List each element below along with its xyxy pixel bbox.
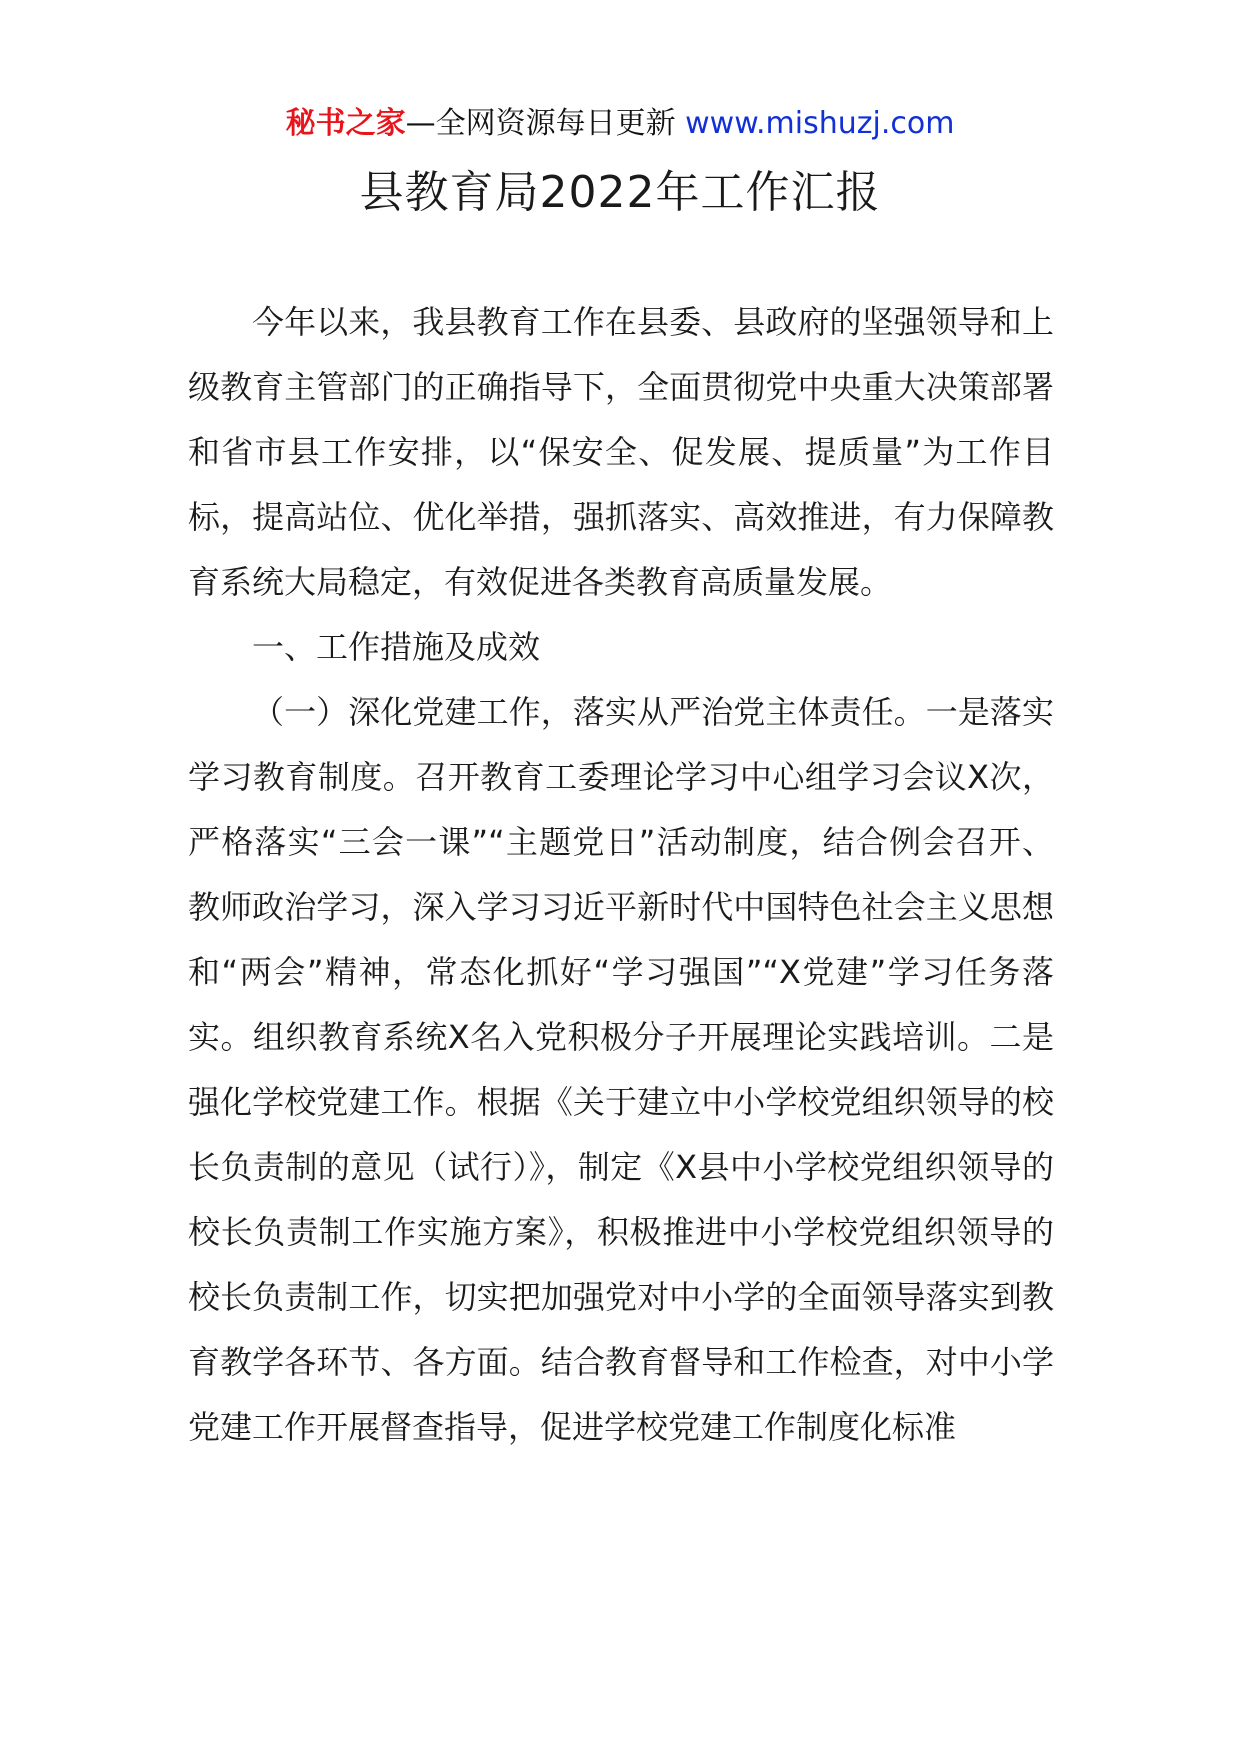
brand-name: 秘书之家 bbox=[285, 106, 406, 141]
site-banner bbox=[0, 104, 1240, 144]
intro-paragraph: 今年以来，我县教育工作在县委、县政府的坚强领导和上级教育主管部门的正确指导下，全面贯彻党中央重大决策部署和省市县工作安排，以“保安全、促发展、提质量”为工作目标，提高站位、优化举措，强抓落实、高效推进，有力保障教育系统大局稳定，有效促进各类教育高质量发展。 bbox=[188, 303, 1054, 601]
section-heading: 一、工作措施及成效 bbox=[252, 628, 541, 666]
document-title: 县教育局2022年工作汇报 bbox=[359, 167, 881, 218]
site-url-link[interactable]: www.mishuzj.com bbox=[685, 106, 955, 141]
body-paragraph: （一）深化党建工作，落实从严治党主体责任。一是落实学习教育制度。召开教育工委理论学习中心组学习会议X次，严格落实“三会一课”“主题党日”活动制度，结合例会召开、教师政治学习，深入学习习近平新时代中国特色社会主义思想和“两会”精神，常态化抓好“学习强国”“X党建”学习任务落实。组织教育系统X名入党积极分子开展理论实践培训。二是强化学校党建工作。根据《关于建立中小学校党组织领导的校长负责制的意见（试行）》，制定《X县中小学校党组织领导的校长负责制工作实施方案》，积极推进中小学校党组织领导的校长负责制工作，切实把加强党对中小学的全面领导落实到教育教学各环节、各方面。结合教育督导和工作检查，对中小学党建工作开展督查指导，促进学校党建工作制度化标准 bbox=[188, 693, 1054, 1446]
banner-tagline: —全网资源每日更新 bbox=[405, 106, 686, 141]
document-body bbox=[188, 290, 1054, 1460]
